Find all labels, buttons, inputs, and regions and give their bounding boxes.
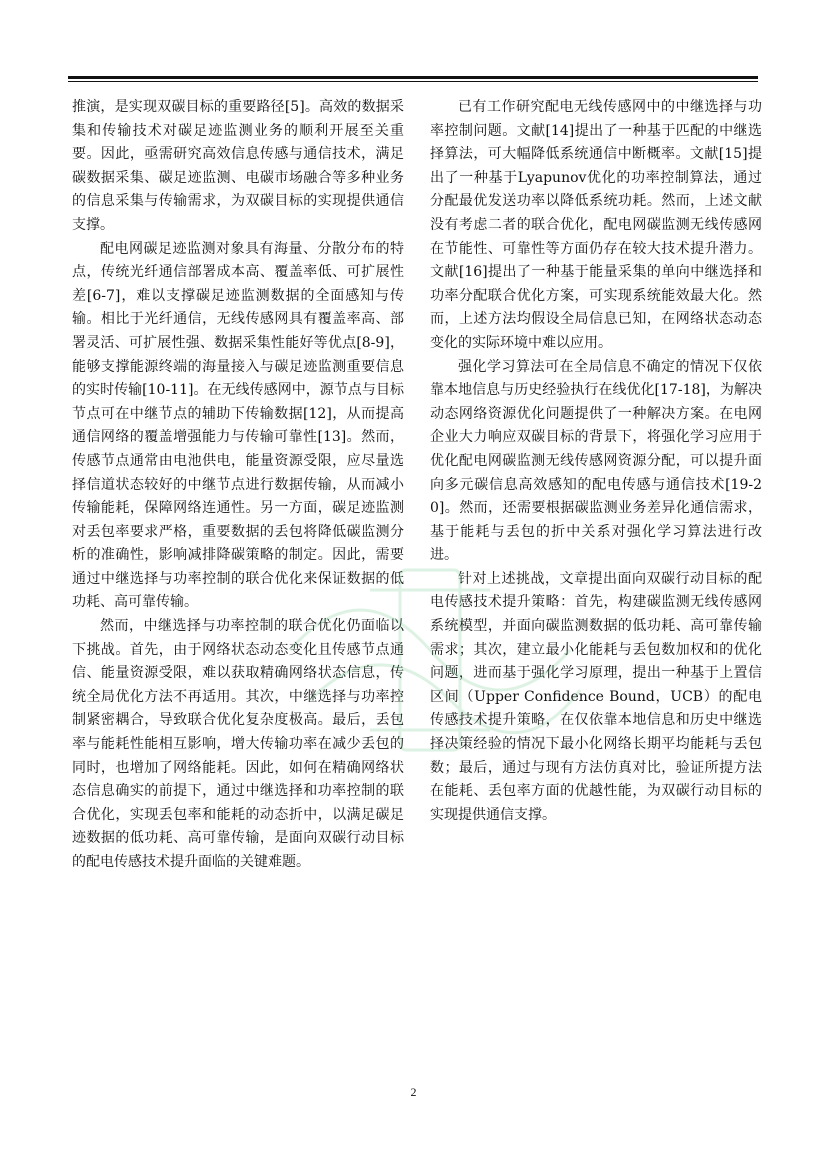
right-paragraph-1: 已有工作研究配电无线传感网中的中继选择与功率控制问题。文献[14]提出了一种基于匹配的中继选择算法，可大幅降低系统通信中断概率。文献[15]提出了一种基于Lyapunov优化的功率控制算法，通过分配最优发送功率以降低系统功耗。然而，上述文献没有考虑二者的联合优化，配电网碳监测无线传感网在节能性、可靠性等方面仍存在较大技术提升潜力。文献[16]提出了一种基于能量采集的单向中继选择和功率分配联合优化方案，可实现系统能效最大化。然而，上述方法均假设全局信息已知，在网络状态动态变化的实际环境中难以应用。 [430,99,762,351]
header-rule-thick [68,76,758,79]
right-paragraph-3: 针对上述挑战，文章提出面向双碳行动目标的配电传感技术提升策略：首先，构建碳监测无线传感网系统模型，并面向碳监测数据的低功耗、高可靠传输需求；其次，建立最小化能耗与丢包数加权和的优化问题，进而基于强化学习原理，提出一种基于上置信区间（Upper Confidence Bound，UCB）的配电传感技术提升策略，在仅依靠本地信息和历史中继选择决策经验的情况下最小化网络长期平均能耗与丢包数；最后，通过与现有方法仿真对比，验证所提方法在能耗、丢包率方面的优越性能，为双碳行动目标的实现提供通信支撑。 [430,570,762,823]
right-paragraph-2: 强化学习算法可在全局信息不确定的情况下仅依靠本地信息与历史经验执行在线优化[17-18]，为解决动态网络资源优化问题提供了一种解决方案。在电网企业大力响应双碳目标的背景下，将强化学习应用于优化配电网碳监测无线传感网资源分配，可以提升面向多元碳信息高效感知的配电传感与通信技术[19-20]。然而，还需要根据碳监测业务差异化通信需求，基于能耗与丢包的折中关系对强化学习算法进行改进。 [430,358,762,564]
header-rule-thin [68,81,758,82]
right-column [430,96,762,827]
page-number: 2 [410,1085,417,1099]
left-paragraph-2: 配电网碳足迹监测对象具有海量、分散分布的特点，传统光纤通信部署成本高、覆盖率低、可扩展性差[6-7]，难以支撑碳足迹监测数据的全面感知与传输。相比于光纤通信，无线传感网具有覆盖率高、部署灵活、可扩展性强、数据采集性能好等优点[8-9]，能够支撑能源终端的海量接入与碳足迹监测重要信息的实时传输[10-11]。在无线传感网中，源节点与目标节点可在中继节点的辅助下传输数据[12]，从而提高通信网络的覆盖增强能力与传输可靠性[13]。然而，传感节点通常由电池供电，能量资源受限，应尽量选择信道状态较好的中继节点进行数据传输，从而减小传输能耗，保障网络连通性。另一方面，碳足迹监测对丢包率要求严格，重要数据的丢包将降低碳监测分析的准确性，影响减排降碳策略的制定。因此，需要通过中继选择与功率控制的联合优化来保证数据的低功耗、高可靠传输。 [72,240,404,611]
left-paragraph-3: 然而，中继选择与功率控制的联合优化仍面临以下挑战。首先，由于网络状态动态变化且传感节点通信、能量资源受限，难以获取精确网络状态信息，传统全局优化方法不再适用。其次，中继选择与功率控制紧密耦合，导致联合优化复杂度极高。最后，丢包率与能耗性能相互影响，增大传输功率在减少丢包的同时，也增加了网络能耗。因此，如何在精确网络状态信息确实的前提下，通过中继选择和功率控制的联合优化，实现丢包率和能耗的动态折中，以满足碳足迹数据的低功耗、高可靠传输，是面向双碳行动目标的配电传感技术提升面临的关键难题。 [72,618,404,870]
left-column [72,96,404,875]
left-paragraph-1: 推演，是实现双碳目标的重要路径[5]。高效的数据采集和传输技术对碳足迹监测业务的顺利开展至关重要。因此，亟需研究高效信息传感与通信技术，满足碳数据采集、碳足迹监测、电碳市场融合等多种业务的信息采集与传输需求，为双碳目标的实现提供通信支撑。 [72,99,404,233]
